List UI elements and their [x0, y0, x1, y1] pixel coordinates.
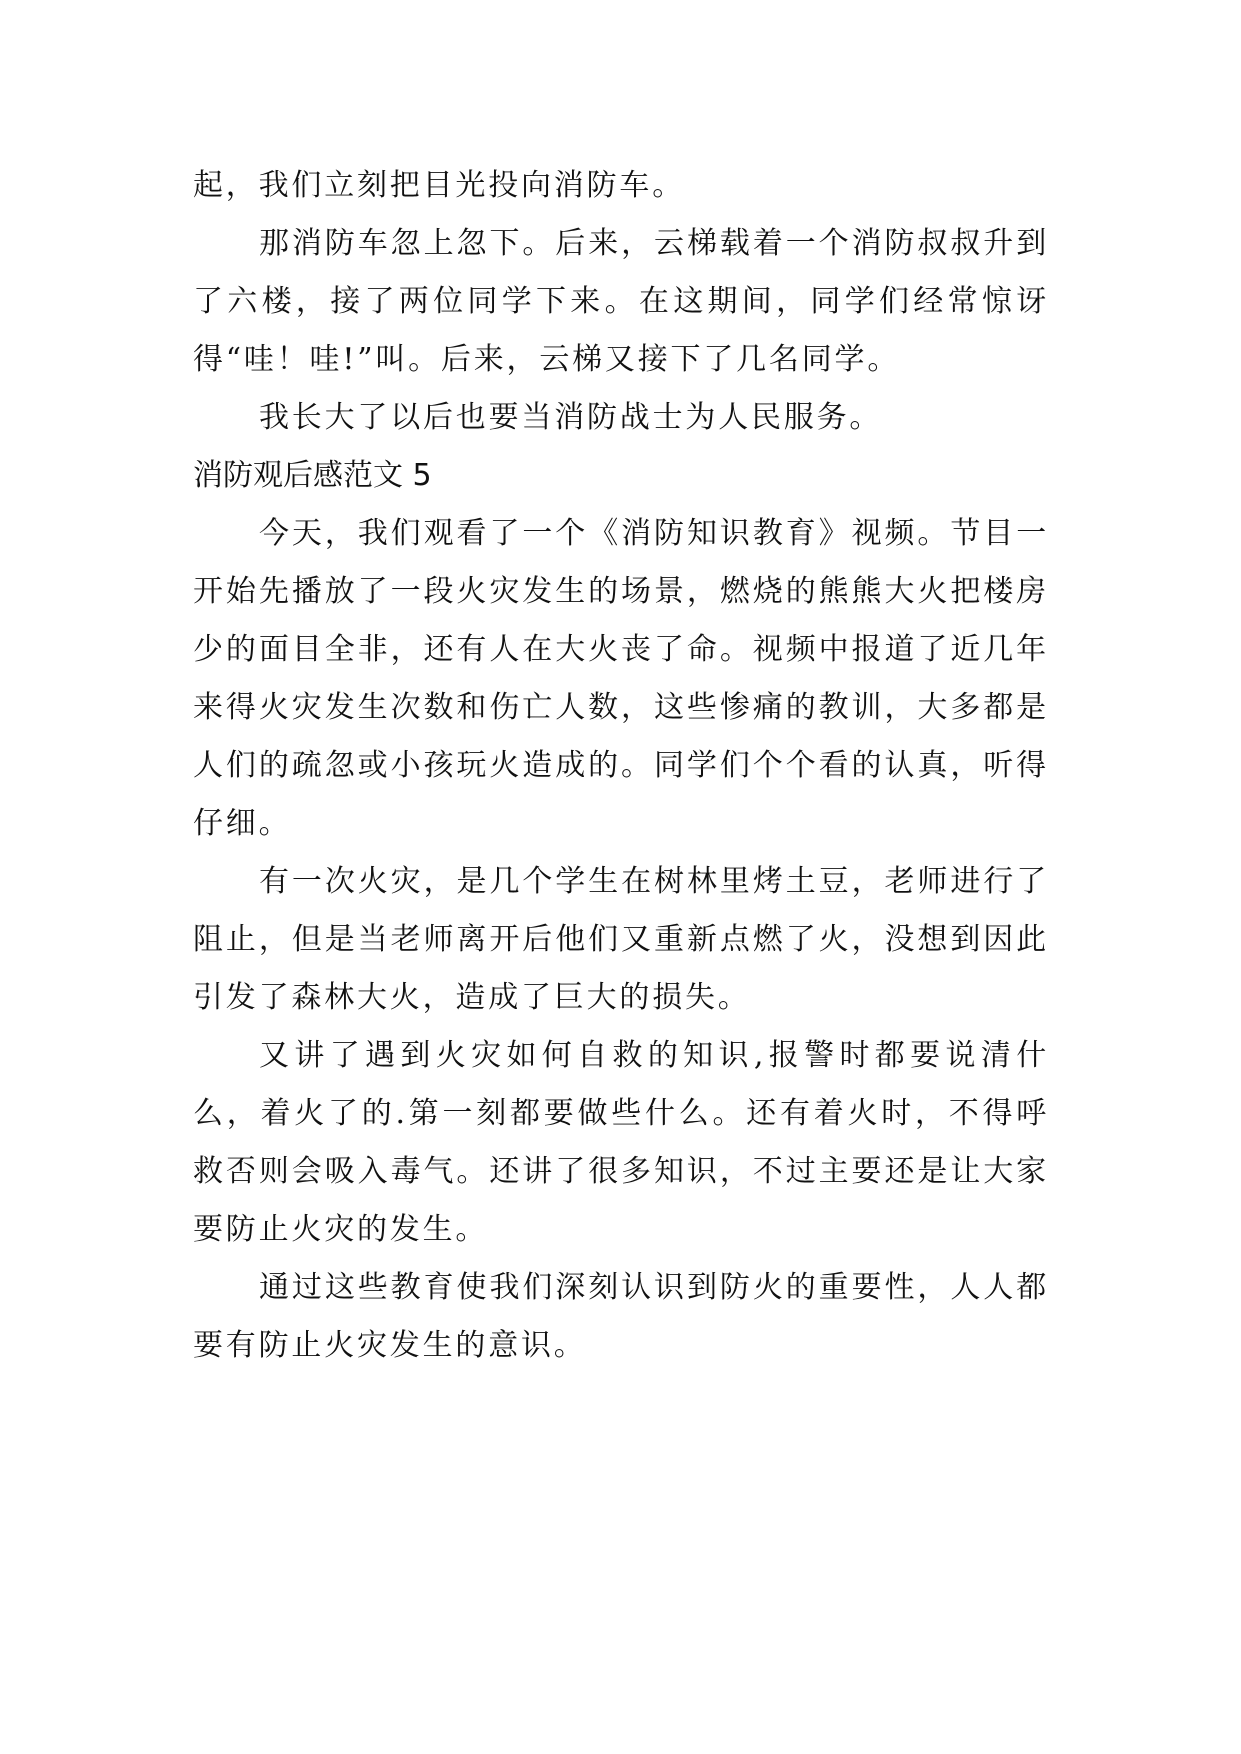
- self-rescue-paragraph: 又讲了遇到火灾如何自救的知识,报警时都要说清什么，着火了的.第一刻都要做些什么。还有着火时，不得呼救否则会吸入毒气。还讲了很多知识，不过主要还是让大家要防止火灾的发生。: [193, 1038, 1049, 1247]
- document-body: [193, 157, 1049, 1375]
- conclusion-paragraph: 通过这些教育使我们深刻认识到防火的重要性，人人都要有防止火灾发生的意识。: [193, 1270, 1049, 1363]
- video-paragraph: 今天，我们观看了一个《消防知识教育》视频。节目一开始先播放了一段火灾发生的场景，燃烧的熊熊大火把楼房少的面目全非，还有人在大火丧了命。视频中报道了近几年来得火灾发生次数和伤亡人数，这些惨痛的教训，大多都是人们的疏忽或小孩玩火造成的。同学们个个看的认真，听得仔细。: [193, 516, 1049, 841]
- continued-paragraph: 起，我们立刻把目光投向消防车。: [193, 168, 685, 203]
- fire-truck-paragraph: 那消防车忽上忽下。后来，云梯载着一个消防叔叔升到了六楼，接了两位同学下来。在这期间，同学们经常惊讶得“哇！哇!”叫。后来，云梯又接下了几名同学。: [193, 226, 1049, 377]
- forest-fire-paragraph: 有一次火灾，是几个学生在树林里烤土豆，老师进行了阻止，但是当老师离开后他们又重新点燃了火，没想到因此引发了森林大火，造成了巨大的损失。: [193, 864, 1049, 1015]
- section-heading: 消防观后感范文 5: [193, 458, 432, 493]
- aspiration-paragraph: 我长大了以后也要当消防战士为人民服务。: [259, 400, 883, 435]
